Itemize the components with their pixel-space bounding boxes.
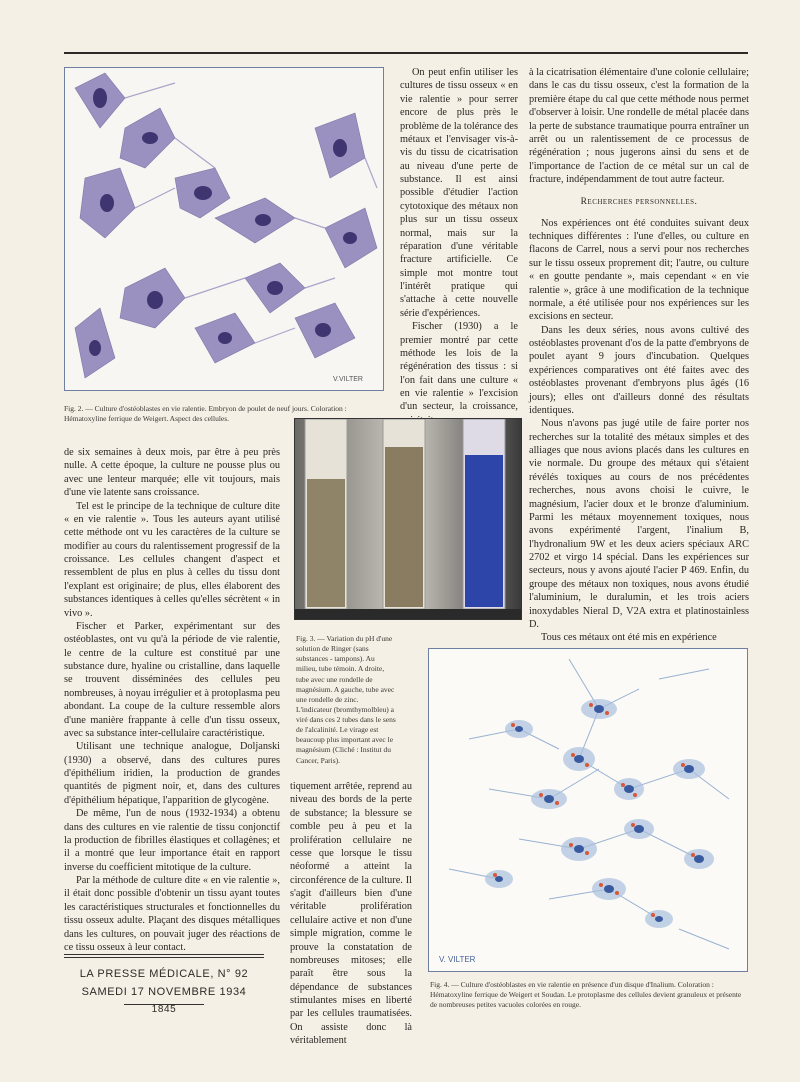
paragraph: Tous ces métaux ont été mis en expérience bbox=[541, 632, 717, 644]
middle-column-top bbox=[400, 66, 518, 427]
page-number-rule bbox=[124, 1004, 204, 1005]
figure-4-image bbox=[428, 648, 748, 972]
left-column bbox=[64, 446, 280, 954]
right-column bbox=[529, 66, 749, 645]
figure-2-caption: Fig. 2. — Culture d'ostéoblastes en vie ralentie. Embryon de poulet de neuf jours. Coloration : Hématoxyline ferrique de Weigert. Aspect des cellules. bbox=[64, 404, 347, 424]
middle-column-bottom bbox=[290, 780, 412, 1048]
journal-name: LA PRESSE MÉDICALE, N° 92 bbox=[79, 968, 249, 980]
paragraph: Fischer et Parker, expérimentant sur des ostéoblastes, ont vu qu'à la période de vie ralentie, le centre de la culture est constitué par une substance dure, hyaline ou cristalline, dans laquelle se trouvent disséminées des cellules peu nombreuses, à noyau irrégulier et à protoplasma peu abondant. La coupe de la culture ressemble alors d'une manière frappante à celle d'un tissu osseux, avec sa substance inter-cellulaire caractéristique. bbox=[64, 620, 280, 739]
paragraph: tiquement arrêtée, reprend au niveau des bords de la perte de substance; la blessure se comble peu à peu et la prolifération cellulaire ne cesse que lorsque le tissu néoformé a atteint la circonférence de la culture. Il s'agit d'ailleurs bien d'une véritable prolifération cellulaire active et non d'une simple migration, comme le prouve la constatation de nombreuses mitoses; elle paraît être sous la dépendance de substances stimulantes mises en liberté par les cellules traumatisées. On assiste donc là véritablement bbox=[290, 781, 412, 1047]
paragraph: à la cicatrisation élémentaire d'une colonie cellulaire; dans le cas du tissu osseux, c'est la formation de la première étape du cal que cette méthode nous permet d'observer à loisir. Une rondelle de métal placée dans la perte de substance traumatique pourra entraîner un arrêt ou un ralentissement de ce processus de régénération ; nous jugerons ainsi du sens et de l'importance de l'action de ce métal sur un cal de fracture, indépendamment de tout autre facteur. bbox=[529, 67, 749, 185]
footer-rule bbox=[64, 957, 264, 958]
paragraph: Tel est le principe de la technique de culture dite « en vie ralentie ». Tous les auteurs ayant utilisé cette méthode ont vu les caractères de la culture se modifier au cours du ralentissement progressif de la croissance. Les cellules changent d'aspect et ressemblent de plus en plus à celles du tissu dont l'explant est originaire; de plus, elles élaborent des substances identiques à celles qu'elles sécrètent « in vivo ». bbox=[64, 500, 280, 619]
paragraph: Nos expériences ont été conduites suivant deux techniques différentes : l'une d'elles, ou culture en flacons de Carrel, nous a servi pour nos recherches sur le tissu osseux proprement dit; l'autre, ou culture « en goutte pendante », mais cependant « en vie ralentie », grâce à une modification de la technique normale, a été utilisée pour nos expériences sur les excisions en secteur. bbox=[529, 217, 749, 323]
figure-3-caption: Fig. 3. — Variation du pH d'une solution de Ringer (sans substances - tampons). Au milieu, tube témoin. A droite, tube avec une rondelle de magnésium. A gauche, tube avec une rondelle de zinc. L'indicateur (bromthymolbleu) a viré dans ces 2 tubes dans le sens de l'alcalinité. Le virage est beaucoup plus important avec le magnésium (Cliché : Institut du Cancer, Paris). bbox=[296, 634, 396, 765]
figure-3-image bbox=[294, 418, 522, 620]
paragraph: Par la méthode de culture dite « en vie ralentie », il était donc possible d'obtenir un tissu ayant toutes les caractéristiques structurales et fonctionnelles du tissu osseux adulte. Plaçant des disques métalliques dans les cultures, on pouvait juger des réactions de ce tissu osseux à leur contact. bbox=[64, 875, 280, 953]
paragraph: de six semaines à deux mois, par être à peu près nulle. A cette époque, la culture ne pousse plus ou avec une lenteur marquée; elle vit toujours, mais d'une vie latente sans croissance. bbox=[64, 447, 280, 499]
section-heading: Recherches personnelles. bbox=[580, 197, 698, 208]
paragraph: De même, l'un de nous (1932-1934) a obtenu dans des cultures en vie ralentie de tissu conjonctif la production de fibrilles élastiques et collagènes; et il a montré que leur importance était en rapport inverse du coefficient mitotique de la culture. bbox=[64, 808, 280, 873]
page-number: 1845 bbox=[151, 1004, 177, 1015]
paragraph: Fischer (1930) a le premier montré par cette méthode les lois de la régénération des tissus : si l'on fait dans une culture « en vie ralentie » l'excision d'un secteur, la croissance, bbox=[400, 321, 518, 413]
test-tubes-photo bbox=[295, 419, 521, 619]
paragraph: On peut enfin utiliser les cultures de tissu osseux « en vie ralentie » pour serrer encore de plus près le problème de la tolérance des métaux et l'envisager vis-à-vis du tissu de cicatrisation au niveau d'une perte de substance. Il est ainsi possible d'étudier l'action cytotoxique des métaux non plus sur un tissu osseux normal, mais sur la réparation d'une véritable fracture artificielle. Ce simple mot montre tout l'intérêt pratique qui s'attache à cette nouvelle série d'expériences. bbox=[400, 67, 518, 319]
figure-4-caption: Fig. 4. — Culture d'ostéoblastes en vie ralentie en présence d'un disque d'Inalium. Coloration : Hématoxyline ferrique de Weigert et Soudan. Le protoplasme des cellules devient granuleux et présente de nombreuses petites vacuoles colorées en rouge. bbox=[430, 980, 742, 1010]
figure-2-signature: V.VILTER bbox=[333, 376, 363, 383]
top-rule bbox=[64, 52, 748, 54]
osteoblast-micrograph-drawing bbox=[65, 68, 383, 390]
journal-footer bbox=[64, 954, 264, 1018]
paragraph: Nous n'avons pas jugé utile de faire porter nos recherches sur la totalité des métaux simples et des alliages que nous avions placés dans les cultures en vie normale. Du groupe des métaux qui s'étaient révélés toxiques au cours de nos précédentes recherches, nous avons choisi le cuivre, le magnésium, l'acier doux et le bronze d'aluminium. Parmi les métaux moyennement toxiques, nous avons expérimenté l'argent, l'inalium B, l'hydronalium 9W et les deux aciers spéciaux ARC 2702 et virgo 14 spécial. Dans les expériences sur secteurs, nous y avons ajouté l'acier P 469. Enfin, du groupe des métaux non toxiques, nous avons étudié l'aluminium, le duralumin, et les trois aciers inoxydables Nieral D, V2A extra et platinostainless D. bbox=[529, 418, 749, 630]
figure-2-image bbox=[64, 67, 384, 391]
paragraph: Utilisant une technique analogue, Doljanski (1930) a observé, dans des cultures pures d'épithélium iridien, la production de grandes quantités de pigment noir, et, dans des cultures d'épithélium hépatique, l'apparition de glycogène. bbox=[64, 741, 280, 806]
issue-date: SAMEDI 17 NOVEMBRE 1934 bbox=[81, 986, 247, 998]
footer-rule bbox=[64, 954, 264, 955]
figure-4-signature: V. VILTER bbox=[439, 955, 476, 964]
paragraph: Dans les deux séries, nous avons cultivé des ostéoblastes provenant d'os de la patte d'embryons de poulet ayant 9 jours d'incubation. Quelques expériences comparatives ont été faites avec des ostéoblastes provenant d'embryons plus âgés (16 jours); elles ont d'ailleurs donné des résultats identiques. bbox=[529, 324, 749, 416]
osteoblast-inalium-drawing bbox=[429, 649, 747, 971]
